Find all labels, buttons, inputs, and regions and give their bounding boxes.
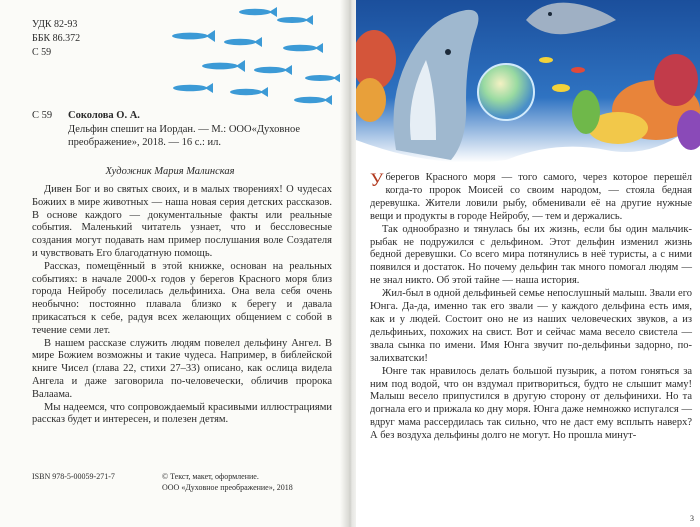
- catalog-author: Соколова О. А.: [68, 110, 140, 121]
- dolphin-illustration: [356, 0, 700, 166]
- annotation-paragraph: Дивен Бог и во святых своих, и в малых творениях! О чудесах Божиих в мире животных — наша новая серия детских рассказов. В основе каждого — документальные факты или реальные события. Маленький читатель узнает, что и бессловесные создания могут подавать нам пример послушания воле Создателя и чувствовать Его благодатную помощь.: [32, 184, 332, 259]
- story-paragraph-text: берегов Красного моря — того самого, через которое перешёл когда-то пророк Моисей со своим народом, — стояла бедная деревушка. Жители ловили рыбу, обменивали её на другие нужные вещи и продукты в городе Нейробу, — тем и держались.: [370, 172, 692, 222]
- udk-code: УДК 82-93: [32, 19, 78, 30]
- fish-school-illustration: [150, 0, 346, 110]
- story-paragraph: Жил-был в одной дельфиньей семье непослушный малыш. Звали его Юнга. Да-да, именно так его звали — у каждого дельфина есть имя, как и у людей. Состоит оно не из наших человеческих звуков, а из дельфиньих, похожих на свист. Вот и сейчас мама весело свистела — звала сынка по имени. Имя Юнга звучит по-дельфиньи задорно, по-залихватски!: [370, 288, 692, 364]
- author-mark: С 59: [32, 47, 52, 58]
- copyright-line: © Текст, макет, оформление.: [162, 472, 259, 481]
- isbn: ISBN 978-5-00059-271-7: [32, 472, 115, 481]
- copyright-line: ООО «Духовное преображение», 2018: [162, 482, 293, 492]
- story-paragraph: Юнге так нравилось делать большой пузырик, а потом гоняться за ним под водой, что он вздумал притвориться, будто не слышит маму! Малыш весело припустился в другую сторону от дельфинихи. Но та догнала его и прижала ко дну моря. Юнга даже немножко испугался — вдруг мама рассердилась так сильно, что не даст ему всплыть наверх? А без воздуха дельфины долго не могут. Но прошла минут-: [370, 365, 692, 442]
- artist-credit: Художник Мария Малинская: [105, 166, 235, 177]
- catalog-code: С 59: [32, 110, 53, 121]
- story-paragraph: [370, 172, 692, 224]
- annotation-paragraph: Рассказ, помещённый в этой книжке, основан на реальных событиях: в начале 2000-х годов у берегов Красного моря близ города Нейробу поселилась дельфиниха. Она вела себя очень необычно: постоянно плавала близко к берегу и давала прикасаться к себе, радуя всех желающих общением с собой в течение семи лет.: [32, 260, 332, 336]
- annotation-paragraph: Мы надеемся, что сопровождаемый красивыми иллюстрациями рассказ будет и интересен, и полезен детям.: [32, 401, 332, 426]
- drop-cap: У: [370, 170, 384, 191]
- story-paragraph: Так однообразно и тянулась бы их жизнь, если бы один мальчик-рыбак не подружился с дельфином. Этот дельфин изменил жизнь бедной деревушки. Со всего мира потянулись в неё туристы, а с ними появился и достаток. Но почему дельфин так много помогал людям — не знал никто. Об этой тайне — наша история.: [370, 223, 692, 287]
- annotation-text: [32, 184, 332, 427]
- catalog-entry: [32, 109, 332, 150]
- right-page: [356, 0, 700, 527]
- left-page: [0, 0, 346, 527]
- bbk-code: ББК 86.372: [32, 33, 81, 44]
- story-text: [370, 172, 692, 443]
- page-number: 3: [690, 514, 694, 523]
- annotation-paragraph: В нашем рассказе служить людям повелел дельфину Ангел. В мире Божием возможны и такие чудеса. Например, в библейской книге Чисел (глава 22, стихи 27–33) описано, как ослица видела Ангела и даже заговорила по-человечески, обличив пророка Валаама.: [32, 337, 332, 400]
- copyright: [162, 472, 342, 493]
- catalog-description: Дельфин спешит на Иордан. — М.: ООО«Духовное преображение», 2018. — 16 с.: ил.: [68, 123, 300, 148]
